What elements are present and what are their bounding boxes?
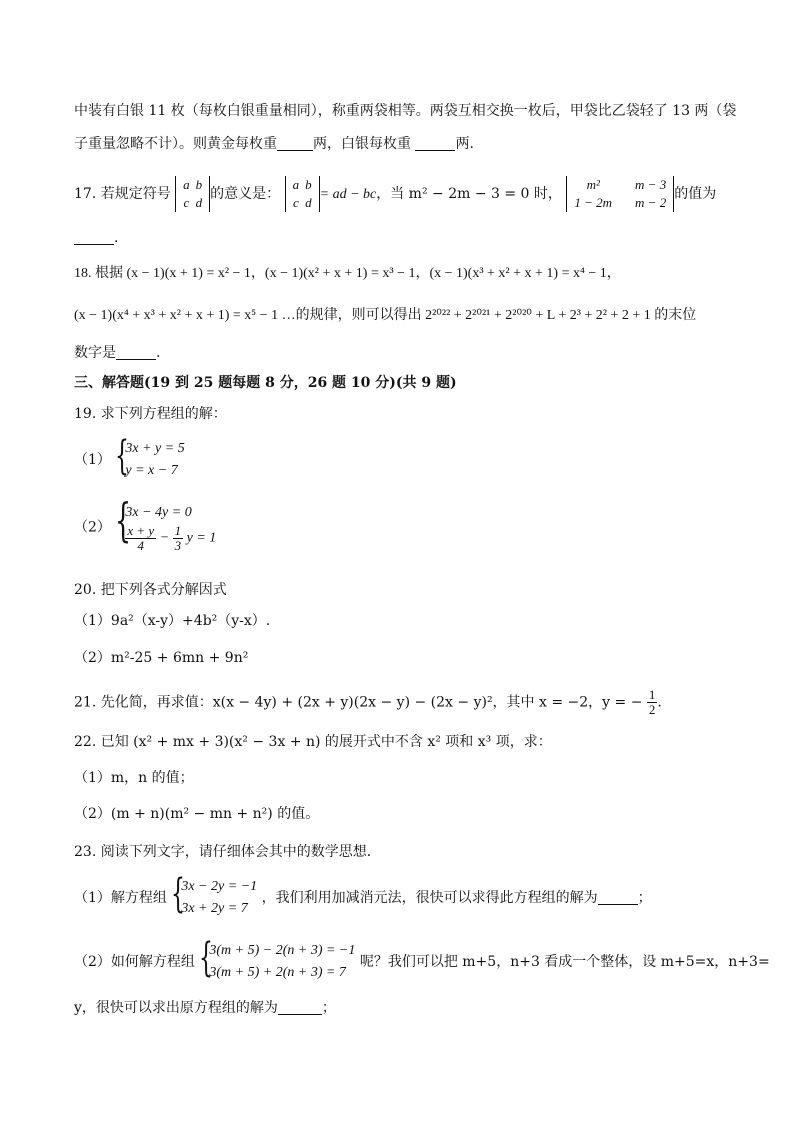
item-label: （1）解方程组	[74, 890, 167, 906]
p18-end: .	[156, 345, 161, 361]
equation: 3x + y = 5	[125, 441, 185, 456]
determinant-symbol: a b c d	[175, 176, 210, 212]
p20-item1: （1）9a²（x-y）+4b²（y-x）.	[74, 613, 271, 629]
equation: y = x − 7	[125, 463, 178, 478]
p17-mid: 的意义是：	[210, 186, 281, 202]
equation: 3x − 4y = 0	[125, 505, 192, 520]
p16-line1: 中装有白银 11 枚（每枚白银重量相同），称重两袋相等。两袋互相交换一枚后，甲袋比乙袋轻了 13 两（袋	[74, 103, 737, 119]
p23-item2	[74, 935, 770, 984]
section-heading: 三、解答题(19 到 25 题每题 8 分，26 题 10 分)(共 9 题)	[74, 375, 457, 391]
p21-text: 21. 先化简，再求值：x(x − 4y) + (2x + y)(2x − y) − (2x − y)²，其中 x = −2，y = −	[74, 694, 643, 711]
p16-text-c: 两.	[455, 136, 474, 152]
fraction: $\frac{1}{2}$	[648, 687, 656, 717]
equation: 3(m + 5) + 2(n + 3) = 7	[209, 965, 346, 980]
left-brace-icon: {	[115, 433, 130, 479]
equation-system	[199, 935, 356, 984]
p23-item1-text: ，我们利用加减消元法，很快可以求得此方程组的解为	[261, 890, 598, 906]
p18-line1: 18. 根据 (x − 1)(x + 1) = x² − 1，(x − 1)(x² + x + 1) = x³ − 1，(x − 1)(x³ + x² + x + 1) = x⁴ − 1，	[74, 266, 621, 281]
p22-item1: （1）m，n 的值；	[74, 770, 194, 786]
p20-title: 20. 把下列各式分解因式	[74, 582, 227, 598]
p19-item2	[74, 493, 217, 553]
p17-line	[74, 176, 716, 212]
equation: $\frac{x + y}{4}$ − $\frac{1}{3}$ y = 1	[127, 523, 217, 553]
p22-item2: （2）(m + n)(m² − mn + n²) 的值。	[74, 806, 320, 822]
item-label: （1）	[74, 452, 111, 468]
equation-system	[115, 493, 217, 553]
left-brace-icon: {	[115, 493, 132, 547]
left-brace-icon: {	[199, 935, 214, 981]
p23-item2-line2: y，很快可以求出原方程组的解为 ；	[74, 1000, 336, 1016]
equation: 3x − 2y = −1	[181, 879, 258, 894]
p23-item2-text2: y，很快可以求出原方程组的解为	[74, 1000, 278, 1016]
p21-line: 21. 先化简，再求值：x(x − 4y) + (2x + y)(2x − y) − (2x − y)²，其中 x = −2，y = − $\frac{1}{2}$ .	[74, 687, 662, 717]
equation: 3(m + 5) − 2(n + 3) = −1	[209, 943, 356, 958]
answer-blank[interactable]	[598, 890, 638, 905]
p17-end: .	[114, 230, 119, 246]
p23-title: 23. 阅读下列文字，请仔细体会其中的数学思想．	[74, 844, 381, 860]
p17-prefix: 17. 若规定符号	[74, 186, 171, 202]
p16-text-a: 子重量忽略不计）。则黄金每枚重	[74, 136, 277, 152]
equation-system	[115, 433, 185, 482]
answer-blank[interactable]	[116, 345, 156, 360]
answer-blank[interactable]	[278, 1000, 322, 1015]
p18-text: 数字是	[74, 345, 116, 361]
p19-item1	[74, 433, 185, 482]
equation-system	[171, 871, 258, 920]
p23-item1: （1）解方程组 { 3x − 2y = −1 3x + 2y = 7 ，我们利用加减消元法，很快可以求得此方程组的解为 ；	[74, 876, 652, 920]
determinant-value: m² m − 3 1 − 2m m − 2	[566, 176, 674, 212]
answer-blank[interactable]	[277, 136, 313, 151]
determinant-symbol: a b c d	[285, 176, 320, 212]
item-label: （2）	[74, 519, 111, 536]
p18-line2: (x − 1)(x⁴ + x³ + x² + x + 1) = x⁵ − 1 …的规律，则可以得出 2²⁰²² + 2²⁰²¹ + 2²⁰²⁰ + L + 2³ + 2² + 2 + 1 的末位	[74, 308, 697, 323]
p17-condition: ，当 m² − 2m − 3 = 0 时，	[376, 186, 562, 202]
equation: 3x + 2y = 7	[181, 901, 248, 916]
p19-title: 19. 求下列方程组的解：	[74, 406, 227, 422]
p17-answer-line	[74, 228, 118, 248]
p18-line3	[74, 343, 160, 363]
p16-text-b: 两，白银每枚重	[313, 136, 411, 152]
item-label: （2）如何解方程组	[74, 954, 195, 970]
p22-title: 22. 已知 (x² + mx + 3)(x² − 3x + n) 的展开式中不含 x² 项和 x³ 项，求：	[74, 734, 552, 750]
p16-line2	[74, 134, 474, 154]
answer-blank[interactable]	[74, 230, 114, 245]
p20-item2: （2）m²-25 + 6mn + 9n²	[74, 650, 249, 666]
p23-item2-text: 呢？我们可以把 m+5，n+3 看成一个整体，设 m+5=x，n+3=	[359, 954, 770, 970]
left-brace-icon: {	[171, 871, 186, 917]
answer-blank[interactable]	[415, 136, 455, 151]
p17-suffix: 的值为	[674, 186, 717, 202]
p17-formula: = ad − bc	[319, 187, 377, 202]
